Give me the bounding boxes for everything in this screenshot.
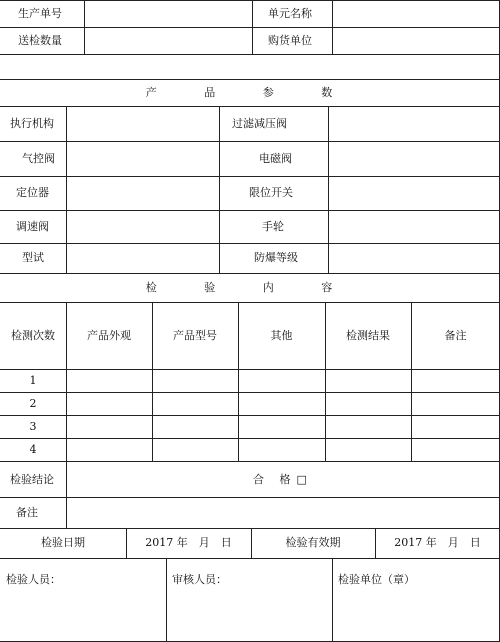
inspection-qty-label: 送检数量 bbox=[18, 34, 62, 47]
pneumatic-valve-label: 气控阀 bbox=[22, 152, 55, 165]
inspector-label: 检验人员： bbox=[6, 573, 61, 586]
rule bbox=[252, 0, 253, 54]
rule bbox=[411, 302, 412, 461]
rule bbox=[0, 54, 500, 55]
rule bbox=[332, 0, 333, 54]
rule bbox=[0, 141, 500, 142]
conclusion-value: 合 格□ bbox=[253, 473, 313, 486]
rule bbox=[66, 302, 67, 461]
rule bbox=[0, 558, 500, 559]
validity-value: 2017 年 月 日 bbox=[394, 536, 481, 549]
inspection-unit-label: 检验单位（章） bbox=[338, 573, 415, 586]
rule bbox=[219, 106, 220, 273]
rule bbox=[328, 106, 329, 273]
rule bbox=[0, 176, 500, 177]
rule bbox=[152, 302, 153, 461]
rule bbox=[0, 273, 500, 274]
rule bbox=[166, 558, 167, 642]
rule bbox=[0, 79, 500, 80]
purchaser-label: 购货单位 bbox=[268, 34, 312, 47]
positioner-label: 定位器 bbox=[16, 186, 49, 199]
inspection-date-value: 2017 年 月 日 bbox=[145, 536, 232, 549]
rule bbox=[238, 302, 239, 461]
column-header: 备注 bbox=[444, 329, 467, 342]
conclusion-label: 检验结论 bbox=[10, 473, 54, 486]
speed-valve-label: 调速阀 bbox=[16, 220, 49, 233]
handwheel-label: 手轮 bbox=[262, 220, 284, 233]
rule bbox=[0, 210, 500, 211]
model-label: 型试 bbox=[22, 251, 44, 264]
column-header: 其他 bbox=[270, 329, 293, 342]
rule bbox=[0, 497, 500, 498]
rule bbox=[0, 392, 500, 393]
rule bbox=[66, 461, 67, 528]
column-header: 检测次数 bbox=[11, 329, 55, 342]
rule bbox=[0, 0, 500, 1]
rule bbox=[325, 302, 326, 461]
rule bbox=[0, 27, 500, 28]
unit-name-label: 单元名称 bbox=[268, 7, 312, 20]
product-params-title: 产 品 参 数 bbox=[145, 86, 355, 99]
row-number: 1 bbox=[29, 374, 37, 387]
reviewer-label: 审核人员： bbox=[172, 573, 227, 586]
limit-switch-label: 限位开关 bbox=[249, 186, 293, 199]
production-no-label: 生产单号 bbox=[18, 7, 62, 20]
row-number: 3 bbox=[29, 420, 37, 433]
validity-label: 检验有效期 bbox=[285, 536, 341, 549]
filter-valve-label: 过滤减压阀 bbox=[232, 117, 287, 130]
rule bbox=[332, 558, 333, 642]
row-number: 2 bbox=[29, 397, 37, 410]
column-header: 检测结果 bbox=[346, 329, 390, 342]
rule bbox=[0, 106, 500, 107]
remarks-label: 备注 bbox=[16, 506, 38, 519]
rule bbox=[0, 461, 500, 462]
solenoid-valve-label: 电磁阀 bbox=[259, 152, 292, 165]
rule bbox=[0, 528, 500, 529]
inspection-date-label: 检验日期 bbox=[41, 536, 85, 549]
actuator-label: 执行机构 bbox=[10, 117, 54, 130]
rule bbox=[0, 438, 500, 439]
rule bbox=[66, 106, 67, 273]
inspection-title: 检 验 内 容 bbox=[145, 281, 355, 294]
rule bbox=[84, 0, 85, 54]
rule bbox=[0, 369, 500, 370]
explosion-grade-label: 防爆等级 bbox=[254, 251, 298, 264]
rule bbox=[0, 243, 500, 244]
rule bbox=[0, 302, 500, 303]
row-number: 4 bbox=[29, 443, 37, 456]
column-header: 产品外观 bbox=[87, 329, 131, 342]
rule bbox=[0, 415, 500, 416]
column-header: 产品型号 bbox=[173, 329, 217, 342]
